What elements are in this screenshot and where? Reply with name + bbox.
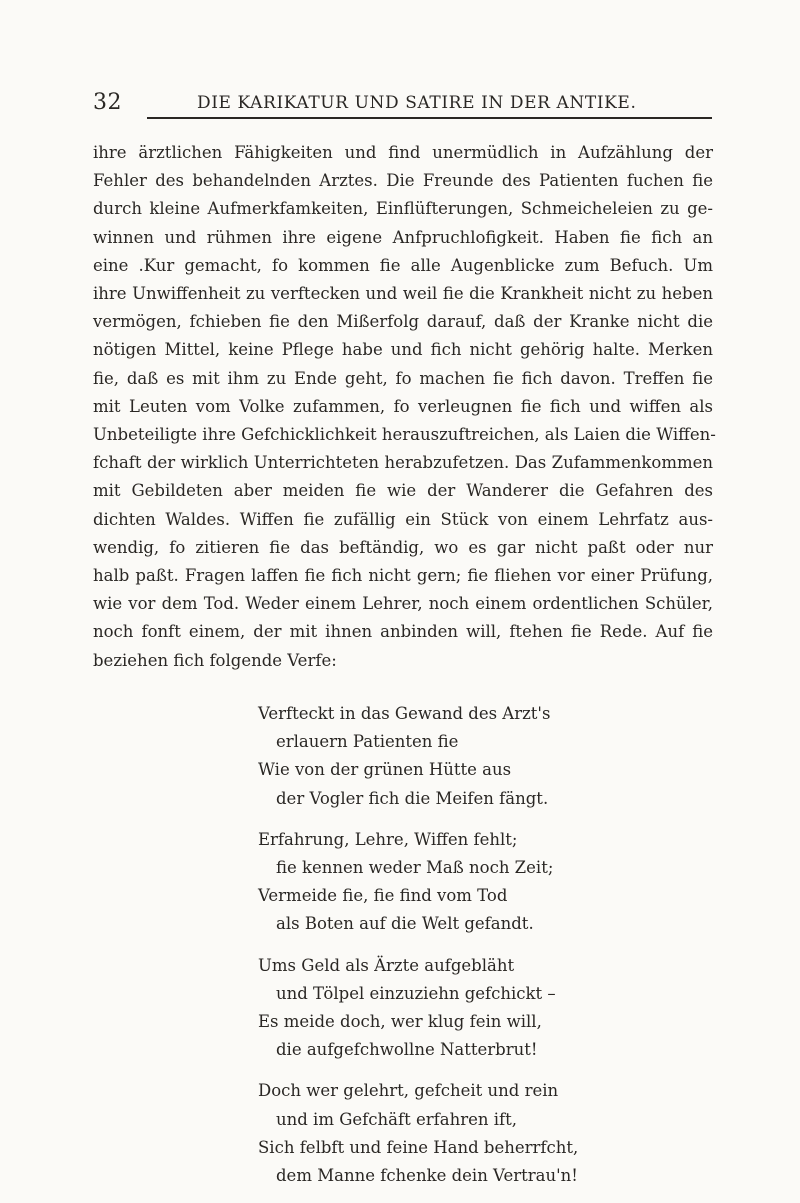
- body-line: beziehen fich folgende Verfe:: [93, 650, 337, 670]
- verse-block: [258, 700, 698, 1203]
- verse-line: Es meide doch, wer klug fein will,: [258, 1012, 542, 1032]
- body-line: Unbeteiligte ihre Gefchicklichkeit herauszuftreichen, als Laien die Wiffen-: [93, 425, 716, 445]
- body-line: nötigen Mittel, keine Pflege habe und fich nicht gehörig halte. Merken: [93, 340, 713, 360]
- verse-stanza: [258, 700, 698, 813]
- verse-line: Verfteckt in das Gewand des Arzt's: [258, 704, 551, 723]
- body-line: vermögen, fchieben fie den Mißerfolg darauf, daß der Kranke nicht die: [93, 312, 713, 332]
- body-line: dichten Waldes. Wiffen fie zufällig ein Stück von einem Lehrfatz aus-: [93, 509, 713, 529]
- body-line: ihre ärztlichen Fähigkeiten und find unermüdlich in Aufzählung der: [93, 143, 713, 162]
- body-line: winnen und rühmen ihre eigene Anfpruchlofigkeit. Haben fie fich an: [93, 227, 713, 247]
- body-line: fie, daß es mit ihm zu Ende geht, fo machen fie fich davon. Treffen fie: [93, 368, 713, 388]
- verse-line: dem Manne fchenke dein Vertrau'n!: [276, 1166, 578, 1186]
- body-line: fchaft der wirklich Unterrichteten herabzufetzen. Das Zufammenkommen: [93, 453, 713, 473]
- verse-line: Wie von der grünen Hütte aus: [258, 760, 512, 780]
- verse-line: Erfahrung, Lehre, Wiffen fehlt;: [258, 829, 518, 849]
- header-rule: [147, 117, 712, 119]
- verse-line: fie kennen weder Maß noch Zeit;: [276, 858, 554, 878]
- body-line: ihre Unwiffenheit zu verftecken und weil fie die Krankheit nicht zu heben: [93, 284, 713, 304]
- verse-stanza: [258, 826, 698, 939]
- verse-line: als Boten auf die Welt gefandt.: [276, 914, 534, 934]
- verse-line: Doch wer gelehrt, gefcheit und rein: [258, 1081, 559, 1101]
- verse-line: und im Gefchäft erfahren ift,: [276, 1109, 517, 1129]
- verse-line: die aufgefchwollne Natterbrut!: [276, 1040, 538, 1060]
- verse-stanza: [258, 952, 698, 1065]
- verse-line: erlauern Patienten fie: [276, 732, 459, 752]
- page-number: 32: [93, 90, 122, 115]
- body-line: Fehler des behandelnden Arztes. Die Freunde des Patienten fuchen fie: [93, 171, 713, 191]
- body-line: mit Gebildeten aber meiden fie wie der Wanderer die Gefahren des: [93, 481, 713, 501]
- body-paragraph: [93, 139, 716, 675]
- verse-line: Vermeide fie, fie find vom Tod: [258, 886, 508, 906]
- verse-line: Sich felbft und feine Hand beherrfcht,: [258, 1137, 579, 1157]
- running-title: DIE KARIKATUR UND SATIRE IN DER ANTIKE.: [197, 93, 637, 113]
- verse-line: und Tölpel einzuziehn gefchickt –: [276, 983, 556, 1003]
- verse-stanza: [258, 1077, 698, 1190]
- body-line: eine .Kur gemacht, fo kommen fie alle Augenblicke zum Befuch. Um: [93, 255, 713, 275]
- verse-line: der Vogler fich die Meifen fängt.: [276, 788, 549, 808]
- body-line: wie vor dem Tod. Weder einem Lehrer, noch einem ordentlichen Schüler,: [93, 594, 713, 614]
- body-line: durch kleine Aufmerkfamkeiten, Einflüfterungen, Schmeicheleien zu ge-: [93, 199, 713, 219]
- verse-line: Ums Geld als Ärzte aufgebläht: [258, 955, 515, 975]
- body-line: mit Leuten vom Volke zufammen, fo verleugnen fie fich und wiffen als: [93, 396, 713, 416]
- body-line: halb paßt. Fragen laffen fie fich nicht gern; fie fliehen vor einer Prüfung,: [93, 566, 713, 586]
- body-line: wendig, fo zitieren fie das beftändig, wo es gar nicht paßt oder nur: [93, 537, 713, 557]
- body-line: noch fonft einem, der mit ihnen anbinden will, ftehen fie Rede. Auf fie: [93, 622, 713, 642]
